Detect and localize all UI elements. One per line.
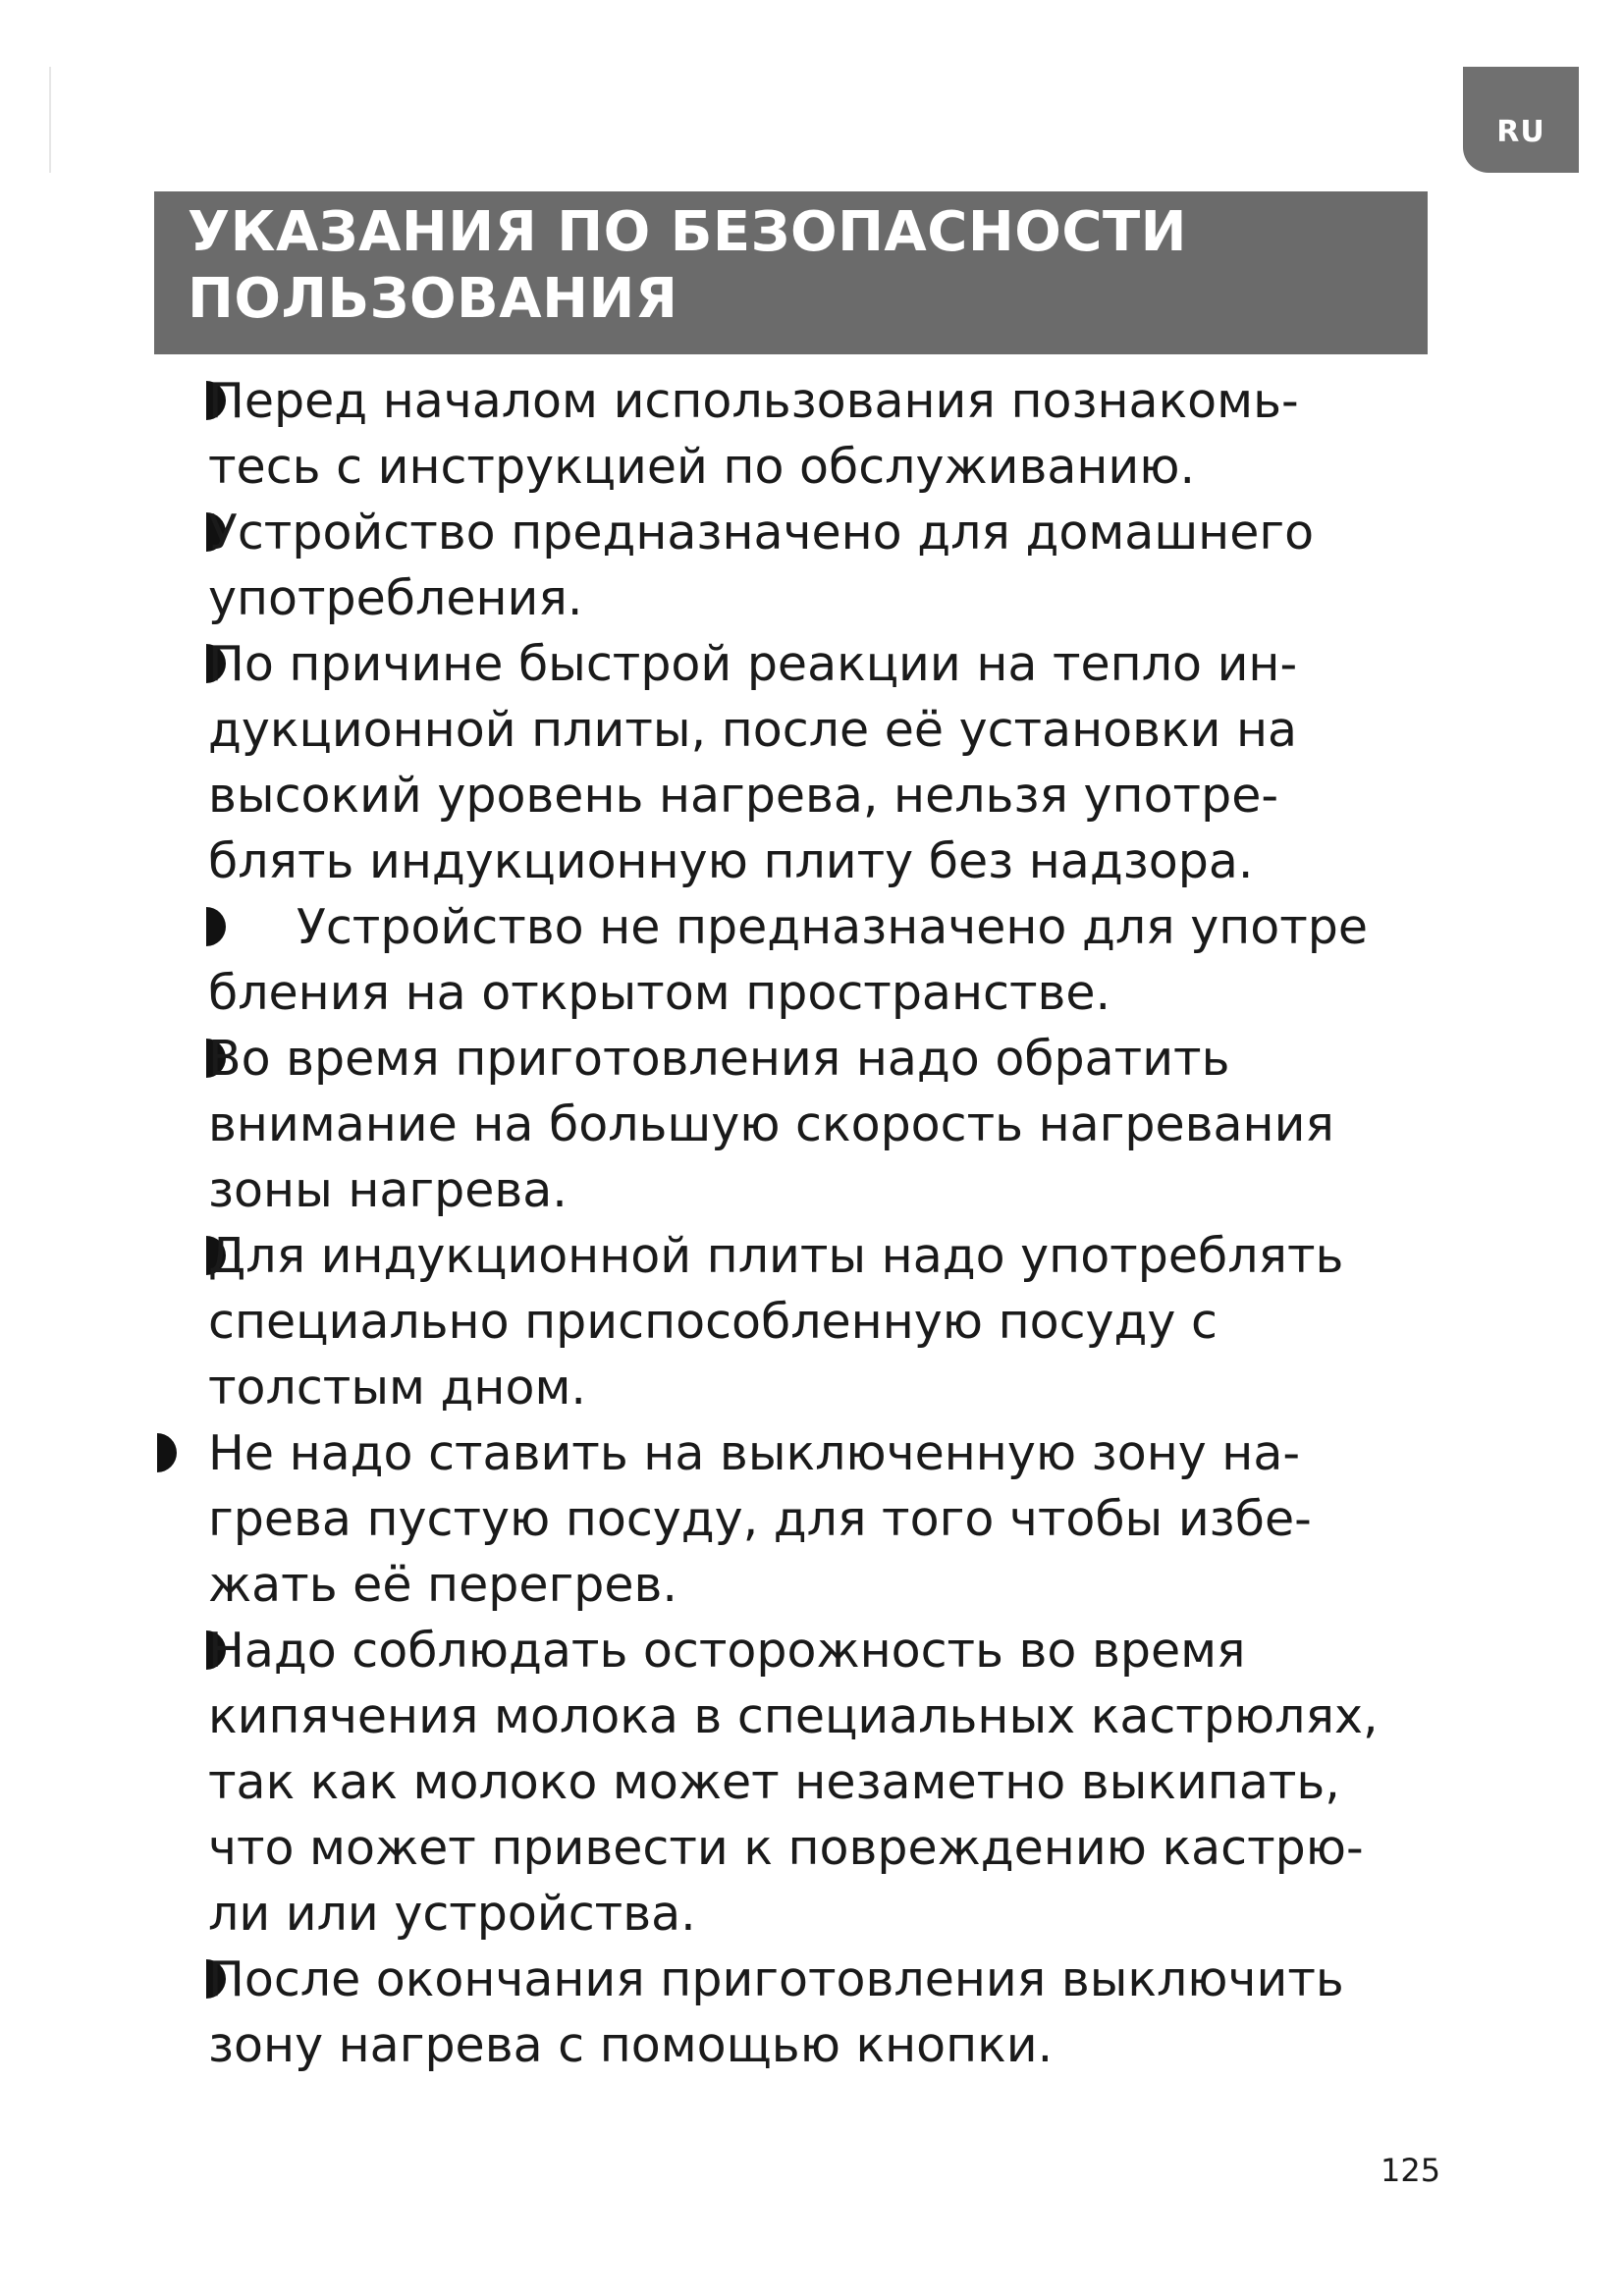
list-item-line: кипячения молока в специальных кастрюлях, bbox=[208, 1688, 1379, 1744]
list-item-line: Во время приготовления надо обратить bbox=[208, 1031, 1230, 1087]
list-item-line: Не надо ставить на выключенную зону на- bbox=[208, 1425, 1301, 1481]
list-item-line: тесь с инструкцией по обслуживанию. bbox=[208, 439, 1196, 495]
list-item bbox=[0, 1618, 1624, 1947]
list-item-line: высокий уровень нагрева, нельзя употре- bbox=[208, 768, 1279, 824]
language-tab-label: RU bbox=[1496, 114, 1545, 149]
list-item bbox=[0, 1223, 1624, 1420]
section-title bbox=[154, 191, 1428, 354]
list-item-line: бления на открытом пространстве. bbox=[208, 965, 1111, 1021]
list-item bbox=[0, 1026, 1624, 1223]
list-item-line: так как молоко может незаметно выкипать, bbox=[208, 1754, 1340, 1810]
list-item-line: По причине быстрой реакции на тепло ин- bbox=[208, 636, 1298, 692]
list-item-line: зоны нагрева. bbox=[208, 1162, 568, 1218]
list-item-line: специально приспособленную посуду с bbox=[208, 1294, 1218, 1350]
margin-rule bbox=[49, 67, 51, 173]
list-item bbox=[0, 368, 1624, 500]
list-item-line-text: Устройство не предназначено для употре bbox=[297, 899, 1369, 955]
list-item-line: дукционной плиты, после её установки на bbox=[208, 702, 1298, 758]
list-item-line: Перед началом использования познакомь- bbox=[208, 373, 1299, 429]
list-item-line: ли или устройства. bbox=[208, 1886, 696, 1942]
list-item bbox=[0, 1947, 1624, 2078]
list-item-line: зону нагрева с помощью кнопки. bbox=[208, 2017, 1054, 2073]
section-title-line-1: УКАЗАНИЯ ПО БЕЗОПАСНОСТИ bbox=[188, 200, 1188, 264]
list-item bbox=[0, 1420, 1624, 1618]
section-title-line-2: ПОЛЬЗОВАНИЯ bbox=[188, 267, 678, 331]
list-item-line: Устройство предназначено для домашнего bbox=[208, 505, 1315, 561]
list-item-line: что может привести к повреждению кастрю- bbox=[208, 1820, 1364, 1876]
page-number: 125 bbox=[1380, 2152, 1441, 2189]
list-item-line: грева пустую посуду, для того чтобы избе- bbox=[208, 1491, 1312, 1547]
list-item bbox=[0, 500, 1624, 631]
list-item-line: употребления. bbox=[208, 570, 583, 626]
list-item-line: блять индукционную плиту без надзора. bbox=[208, 833, 1254, 889]
list-item-line: толстым дном. bbox=[208, 1360, 586, 1415]
list-item-line: внимание на большую скорость нагревания bbox=[208, 1096, 1334, 1152]
list-item-line: жать её перегрев. bbox=[208, 1557, 677, 1613]
list-item-line: Надо соблюдать осторожность во время bbox=[208, 1623, 1246, 1679]
list-item bbox=[0, 894, 1624, 1026]
safety-instructions-list bbox=[0, 368, 1624, 2078]
list-item-line: Для индукционной плиты надо употреблять bbox=[208, 1228, 1344, 1284]
bullet-icon bbox=[157, 1433, 177, 1472]
list-item-line bbox=[208, 894, 1624, 960]
language-tab bbox=[1463, 67, 1579, 173]
list-item-line: После окончания приготовления выключить bbox=[208, 1951, 1344, 2007]
list-item bbox=[0, 631, 1624, 894]
